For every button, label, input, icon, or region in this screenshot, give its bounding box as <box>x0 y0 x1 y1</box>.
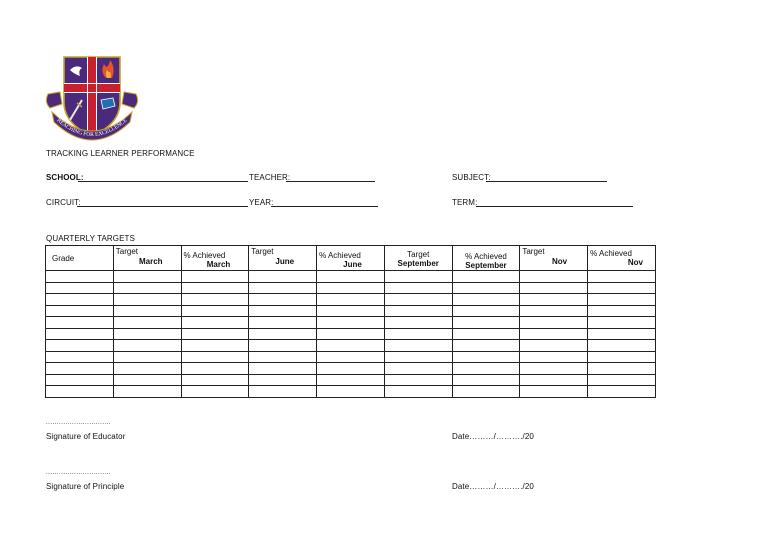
table-cell[interactable] <box>384 374 452 386</box>
table-cell[interactable] <box>452 340 520 352</box>
header-achieved-september: % Achieved September <box>452 246 520 271</box>
table-cell[interactable] <box>46 271 114 283</box>
principal-date-field[interactable]: Date………/………./20 <box>452 482 534 491</box>
header-achieved-june: % Achieved June <box>317 246 385 271</box>
table-cell[interactable] <box>384 340 452 352</box>
table-cell[interactable] <box>520 305 588 317</box>
table-cell[interactable] <box>113 317 181 329</box>
table-cell[interactable] <box>249 340 317 352</box>
table-cell[interactable] <box>520 282 588 294</box>
header-target-nov: Target Nov <box>520 246 588 271</box>
table-cell[interactable] <box>452 374 520 386</box>
school-field[interactable] <box>78 174 248 182</box>
circuit-field[interactable] <box>77 199 248 207</box>
teacher-label: TEACHER: <box>249 173 291 182</box>
table-cell[interactable] <box>452 328 520 340</box>
table-row <box>46 317 656 329</box>
table-cell[interactable] <box>384 282 452 294</box>
table-cell[interactable] <box>452 363 520 375</box>
educator-signature-label: Signature of Educator <box>46 432 126 441</box>
table-cell[interactable] <box>181 305 249 317</box>
table-cell[interactable] <box>384 386 452 398</box>
table-cell[interactable] <box>46 305 114 317</box>
table-cell[interactable] <box>317 305 385 317</box>
table-cell[interactable] <box>249 374 317 386</box>
table-cell[interactable] <box>588 294 656 306</box>
table-cell[interactable] <box>588 363 656 375</box>
year-field[interactable] <box>271 199 378 207</box>
table-row <box>46 328 656 340</box>
table-row <box>46 386 656 398</box>
table-cell[interactable] <box>520 363 588 375</box>
school-label: SCHOOL: <box>46 173 84 182</box>
header-achieved-march: % Achieved March <box>181 246 249 271</box>
table-cell[interactable] <box>249 317 317 329</box>
table-cell[interactable] <box>46 328 114 340</box>
crest-motto: REACHING FOR EXCELLENCE <box>55 117 129 139</box>
table-cell[interactable] <box>520 386 588 398</box>
principal-signature-label: Signature of Principle <box>46 482 125 491</box>
table-cell[interactable] <box>249 351 317 363</box>
table-cell[interactable] <box>588 282 656 294</box>
educator-date-field[interactable]: Date………/………./20 <box>452 432 534 441</box>
table-cell[interactable] <box>384 351 452 363</box>
quarterly-targets-heading: QUARTERLY TARGETS <box>46 234 135 243</box>
table-cell[interactable] <box>317 328 385 340</box>
table-cell[interactable] <box>588 386 656 398</box>
table-cell[interactable] <box>181 363 249 375</box>
table-cell[interactable] <box>520 317 588 329</box>
table-cell[interactable] <box>384 305 452 317</box>
table-row <box>46 271 656 283</box>
table-cell[interactable] <box>452 305 520 317</box>
header-target-march: Target March <box>113 246 181 271</box>
table-cell[interactable] <box>317 317 385 329</box>
table-cell[interactable] <box>317 271 385 283</box>
table-cell[interactable] <box>588 340 656 352</box>
year-label: YEAR: <box>249 198 274 207</box>
table-cell[interactable] <box>249 282 317 294</box>
subject-label: SUBJECT: <box>452 173 491 182</box>
table-cell[interactable] <box>46 340 114 352</box>
table-cell[interactable] <box>181 351 249 363</box>
document-title: TRACKING LEARNER PERFORMANCE <box>46 149 195 158</box>
term-label: TERM: <box>452 198 478 207</box>
table-cell[interactable] <box>317 363 385 375</box>
table-cell[interactable] <box>113 363 181 375</box>
table-cell[interactable] <box>46 374 114 386</box>
educator-signature-line[interactable]: .............................. <box>46 420 112 426</box>
header-grade: Grade <box>46 246 114 271</box>
table-cell[interactable] <box>588 351 656 363</box>
table-cell[interactable] <box>113 271 181 283</box>
header-target-june: Target June <box>249 246 317 271</box>
table-cell[interactable] <box>520 294 588 306</box>
table-cell[interactable] <box>520 351 588 363</box>
subject-field[interactable] <box>486 174 607 182</box>
table-cell[interactable] <box>113 340 181 352</box>
table-cell[interactable] <box>520 271 588 283</box>
table-cell[interactable] <box>181 328 249 340</box>
table-cell[interactable] <box>181 317 249 329</box>
table-cell[interactable] <box>384 328 452 340</box>
table-cell[interactable] <box>46 351 114 363</box>
table-cell[interactable] <box>452 317 520 329</box>
table-cell[interactable] <box>249 294 317 306</box>
table-cell[interactable] <box>181 271 249 283</box>
table-cell[interactable] <box>452 386 520 398</box>
table-cell[interactable] <box>317 386 385 398</box>
table-cell[interactable] <box>452 282 520 294</box>
table-cell[interactable] <box>452 271 520 283</box>
table-cell[interactable] <box>520 374 588 386</box>
table-cell[interactable] <box>384 363 452 375</box>
table-cell[interactable] <box>113 305 181 317</box>
table-cell[interactable] <box>317 294 385 306</box>
table-row <box>46 363 656 375</box>
table-cell[interactable] <box>113 351 181 363</box>
table-cell[interactable] <box>520 328 588 340</box>
table-cell[interactable] <box>113 386 181 398</box>
table-cell[interactable] <box>317 282 385 294</box>
table-cell[interactable] <box>113 328 181 340</box>
table-cell[interactable] <box>588 374 656 386</box>
table-cell[interactable] <box>46 282 114 294</box>
circuit-label: CIRCUIT: <box>46 198 81 207</box>
header-target-september: Target September <box>384 246 452 271</box>
table-cell[interactable] <box>181 294 249 306</box>
principal-signature-line[interactable]: .............................. <box>46 470 112 476</box>
header-achieved-nov: % Achieved Nov <box>588 246 656 271</box>
table-row <box>46 374 656 386</box>
table-cell[interactable] <box>181 282 249 294</box>
table-cell[interactable] <box>588 328 656 340</box>
table-cell[interactable] <box>46 386 114 398</box>
table-row <box>46 305 656 317</box>
table-cell[interactable] <box>317 374 385 386</box>
table-cell[interactable] <box>588 305 656 317</box>
table-cell[interactable] <box>249 271 317 283</box>
table-cell[interactable] <box>384 294 452 306</box>
table-cell[interactable] <box>181 340 249 352</box>
table-cell[interactable] <box>520 340 588 352</box>
table-cell[interactable] <box>249 328 317 340</box>
table-cell[interactable] <box>452 351 520 363</box>
table-cell[interactable] <box>46 317 114 329</box>
table-row <box>46 340 656 352</box>
table-cell[interactable] <box>113 374 181 386</box>
quarterly-targets-table <box>45 245 656 398</box>
table-cell[interactable] <box>249 305 317 317</box>
table-cell[interactable] <box>317 340 385 352</box>
table-cell[interactable] <box>384 271 452 283</box>
table-cell[interactable] <box>46 294 114 306</box>
table-cell[interactable] <box>249 386 317 398</box>
table-cell[interactable] <box>181 386 249 398</box>
table-cell[interactable] <box>384 317 452 329</box>
table-cell[interactable] <box>588 317 656 329</box>
table-row <box>46 294 656 306</box>
table-cell[interactable] <box>181 374 249 386</box>
table-cell[interactable] <box>588 271 656 283</box>
table-cell[interactable] <box>113 282 181 294</box>
table-row <box>46 351 656 363</box>
table-cell[interactable] <box>249 363 317 375</box>
teacher-field[interactable] <box>286 174 375 182</box>
table-cell[interactable] <box>452 294 520 306</box>
table-cell[interactable] <box>317 351 385 363</box>
school-crest-logo <box>44 54 140 146</box>
table-row <box>46 282 656 294</box>
table-header-row <box>46 246 656 271</box>
term-field[interactable] <box>476 199 633 207</box>
table-cell[interactable] <box>113 294 181 306</box>
targets-table-body <box>46 271 656 398</box>
table-cell[interactable] <box>46 363 114 375</box>
